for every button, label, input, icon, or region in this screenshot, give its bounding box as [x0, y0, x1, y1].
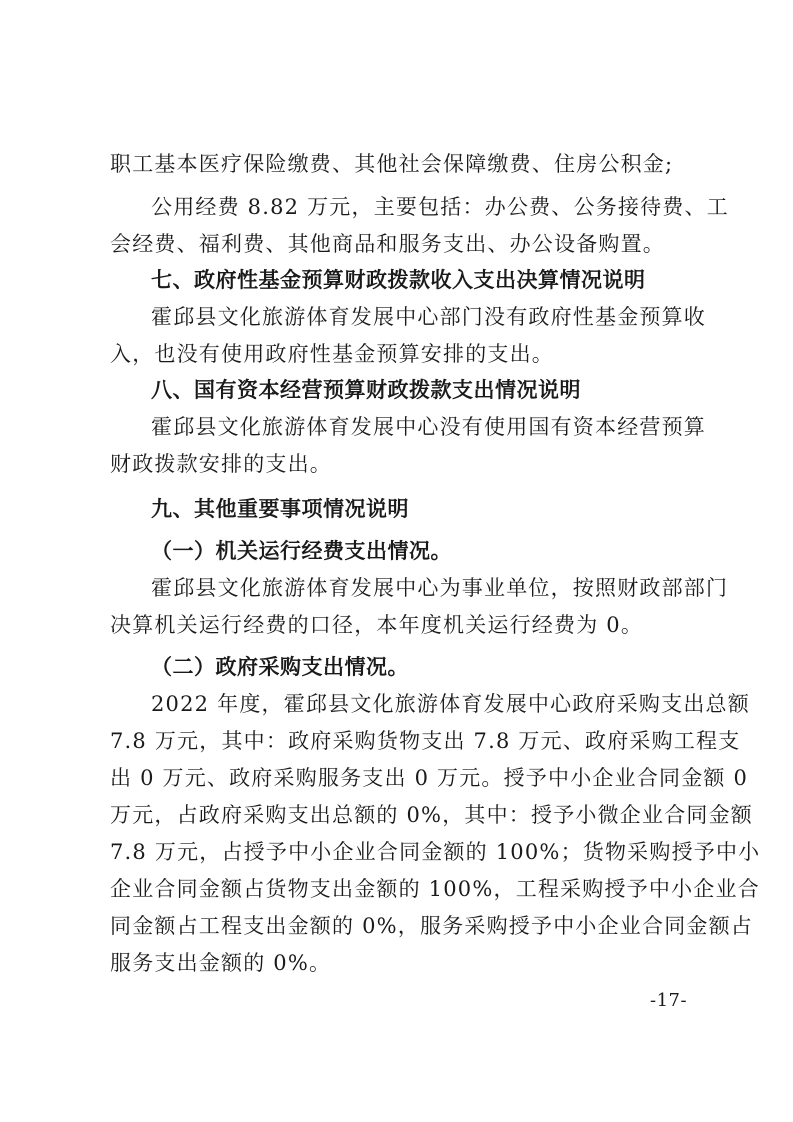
body-text-line: 企业合同金额占货物支出金额的 100%，工程采购授予中小企业合 [110, 877, 760, 901]
body-text-line: 7.8 万元，其中：政府采购货物支出 7.8 万元、政府采购工程支 [110, 729, 741, 753]
page-number: -17- [650, 990, 688, 1011]
body-text-line: 万元，占政府采购支出总额的 0%，其中：授予小微企业合同金额 [110, 803, 753, 827]
body-text-line: 霍邱县文化旅游体育发展中心没有使用国有资本经营预算 [151, 415, 706, 439]
body-text-line: 入，也没有使用政府性基金预算安排的支出。 [110, 342, 554, 366]
body-text-line: 7.8 万元，占授予中小企业合同金额的 100%；货物采购授予中小 [110, 840, 761, 864]
body-text-line: 会经费、福利费、其他商品和服务支出、办公设备购置。 [110, 232, 665, 256]
subsection-heading: （二）政府采购支出情况。 [151, 655, 409, 679]
body-text-line: 出 0 万元、政府采购服务支出 0 万元。授予中小企业合同金额 0 [110, 766, 749, 790]
body-text-line: 2022 年度，霍邱县文化旅游体育发展中心政府采购支出总额 [151, 692, 750, 716]
body-text-line: 同金额占工程支出金额的 0%，服务采购授予中小企业合同金额占 [110, 914, 753, 938]
body-text-line: 公用经费 8.82 万元，主要包括：办公费、公务接待费、工 [151, 195, 729, 219]
section-heading: 七、政府性基金预算财政拨款收入支出决算情况说明 [151, 268, 646, 292]
section-heading: 八、国有资本经营预算财政拨款支出情况说明 [151, 378, 581, 402]
body-text-line: 职工基本医疗保险缴费、其他社会保障缴费、住房公积金; [110, 152, 674, 176]
subsection-heading: （一）机关运行经费支出情况。 [151, 539, 452, 563]
section-heading: 九、其他重要事项情况说明 [151, 497, 409, 521]
body-text-line: 财政拨款安排的支出。 [110, 452, 332, 476]
body-text-line: 霍邱县文化旅游体育发展中心为事业单位，按照财政部部门 [151, 576, 729, 600]
body-text-line: 决算机关运行经费的口径，本年度机关运行经费为 0。 [110, 613, 644, 637]
body-text-line: 霍邱县文化旅游体育发展中心部门没有政府性基金预算收 [151, 305, 706, 329]
body-text-line: 服务支出金额的 0%。 [110, 951, 332, 975]
